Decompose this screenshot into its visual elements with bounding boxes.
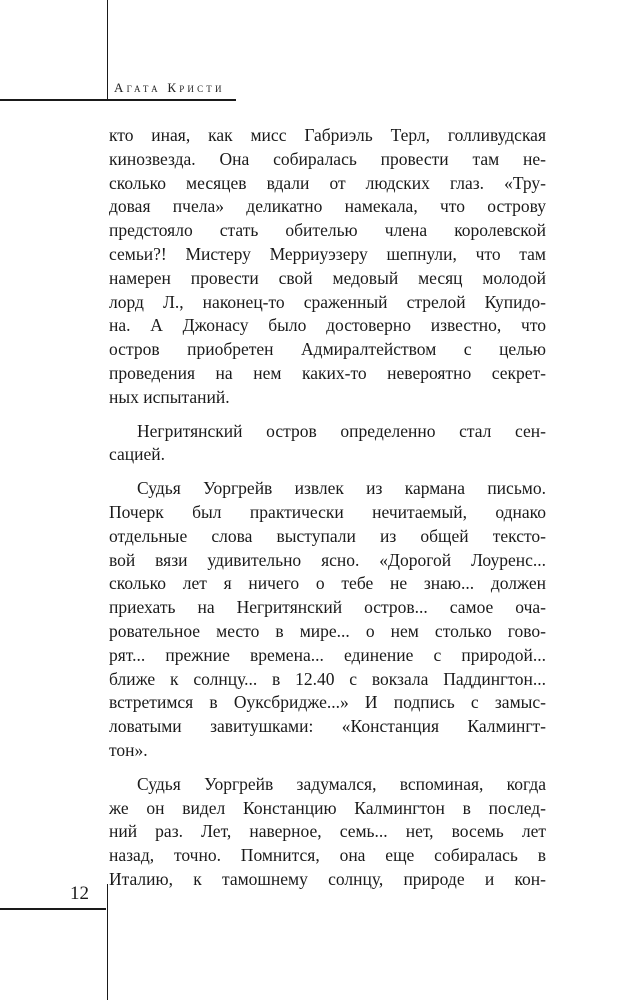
text-line: семьи?! Мистеру Мерриуэзеру шепнули, что там	[109, 243, 546, 264]
text-line: отдельные слова выступали из общей тексто-	[109, 525, 546, 546]
text-line: сколько лет я ничего о тебе не знаю... должен	[109, 573, 546, 594]
text-line: лорд Л., наконец-то сраженный стрелой Купидо-	[109, 291, 546, 312]
text-line: ровательное место в мире... о нем столько гово-	[109, 620, 546, 641]
text-line: предстояло стать обителью члена королевской	[109, 220, 546, 241]
header-rule	[0, 99, 236, 101]
text-line: Судья Уоргрейв извлек из кармана письмо.	[137, 478, 546, 499]
text-line: довая пчела» деликатно намекала, что острову	[109, 196, 546, 217]
text-line: на. А Джонасу было достоверно известно, что	[109, 315, 546, 336]
text-line: Италию, к тамошнему солнцу, природе и кон-	[109, 868, 546, 889]
paragraph-4	[109, 773, 546, 892]
text-line: намерен провести свой медовый месяц молодой	[109, 267, 546, 288]
text-line: назад, точно. Помнится, она еще собиралась в	[109, 845, 546, 866]
text-line: встретимся в Оуксбридже...» И подпись с замыс-	[109, 692, 546, 713]
paragraph-2	[109, 420, 546, 468]
text-line: вой вязи удивительно ясно. «Дорогой Лоуренс...	[109, 549, 546, 570]
page-number: 12	[70, 883, 89, 904]
text-line: тон».	[109, 739, 148, 760]
text-line: Негритянский остров определенно стал сен-	[137, 420, 546, 441]
text-line: приехать на Негритянский остров... самое оча-	[109, 597, 546, 618]
text-line: сколько месяцев вдали от людских глаз. «Тру-	[109, 172, 546, 193]
text-line: сацией.	[109, 444, 165, 465]
text-line: ний раз. Лет, наверное, семь... нет, восемь лет	[109, 821, 546, 842]
text-line: ных испытаний.	[109, 386, 230, 407]
top-vertical-rule	[107, 0, 108, 100]
text-line: проведения на нем каких-то невероятно секрет-	[109, 362, 546, 383]
text-line: ближе к солнцу... в 12.40 с вокзала Паддингтон...	[109, 668, 546, 689]
paragraph-1	[109, 124, 546, 410]
text-line: кто иная, как мисс Габриэль Терл, голливудская	[109, 125, 546, 145]
body-text	[109, 124, 546, 892]
bottom-vertical-rule	[107, 884, 108, 1000]
paragraph-3	[109, 477, 546, 763]
text-line: же он видел Констанцию Калмингтон в послед-	[109, 797, 546, 818]
text-line: ловатыми завитушками: «Констанция Калмингт-	[109, 716, 546, 737]
running-head: Агата Кристи	[114, 80, 225, 95]
text-line: остров приобретен Адмиралтейством с целью	[109, 339, 546, 360]
text-line: Почерк был практически нечитаемый, однако	[109, 501, 546, 522]
text-line: Судья Уоргрейв задумался, вспоминая, когда	[137, 773, 546, 794]
footer-rule	[0, 908, 106, 910]
text-line: кинозвезда. Она собиралась провести там не-	[109, 148, 546, 169]
text-line: рят... прежние времена... единение с природой...	[109, 644, 546, 665]
